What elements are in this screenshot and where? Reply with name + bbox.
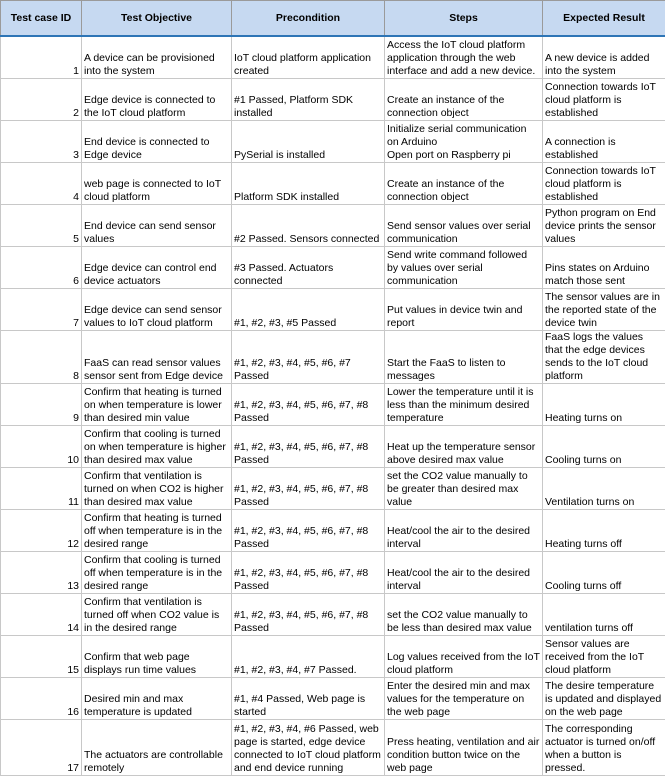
cell-test-objective[interactable]: Confirm that cooling is turned off when temperature is in the desired range (82, 552, 232, 594)
cell-expected-result[interactable]: The desire temperature is updated and displayed on the web page (543, 678, 665, 720)
cell-test-case-id[interactable]: 11 (1, 468, 82, 510)
cell-test-case-id[interactable]: 8 (1, 331, 82, 384)
cell-steps[interactable]: Heat up the temperature sensor above desired max value (385, 426, 543, 468)
table-row (1, 384, 665, 426)
cell-test-objective[interactable]: Confirm that web page displays run time values (82, 636, 232, 678)
cell-steps[interactable]: Heat/cool the air to the desired interval (385, 510, 543, 552)
cell-test-objective[interactable]: Edge device can control end device actuators (82, 247, 232, 289)
cell-test-case-id[interactable]: 1 (1, 36, 82, 79)
cell-expected-result[interactable]: Pins states on Arduino match those sent (543, 247, 665, 289)
cell-expected-result[interactable]: Heating turns on (543, 384, 665, 426)
cell-expected-result[interactable]: Connection towards IoT cloud platform is established (543, 163, 665, 205)
cell-precondition[interactable]: #1, #2, #3, #4, #5, #6, #7, #8 Passed (232, 468, 385, 510)
table-row (1, 247, 665, 289)
cell-test-case-id[interactable]: 15 (1, 636, 82, 678)
cell-steps[interactable]: Create an instance of the connection object (385, 79, 543, 121)
cell-test-objective[interactable]: Confirm that heating is turned off when temperature is in the desired range (82, 510, 232, 552)
cell-expected-result[interactable]: Cooling turns on (543, 426, 665, 468)
cell-test-objective[interactable]: Edge device can send sensor values to IoT cloud platform (82, 289, 232, 331)
cell-precondition[interactable]: #2 Passed. Sensors connected (232, 205, 385, 247)
cell-precondition[interactable]: #1 Passed, Platform SDK installed (232, 79, 385, 121)
table-row (1, 331, 665, 384)
cell-test-objective[interactable]: Desired min and max temperature is updated (82, 678, 232, 720)
table-row (1, 552, 665, 594)
cell-steps[interactable]: Lower the temperature until it is less than the minimum desired temperature (385, 384, 543, 426)
cell-test-case-id[interactable]: 14 (1, 594, 82, 636)
cell-test-objective[interactable]: The actuators are controllable remotely (82, 720, 232, 776)
cell-precondition[interactable]: #1, #2, #3, #4, #7 Passed. (232, 636, 385, 678)
header-row (1, 1, 665, 37)
table-body (1, 36, 665, 776)
cell-expected-result[interactable]: Cooling turns off (543, 552, 665, 594)
cell-steps[interactable]: Create an instance of the connection object (385, 163, 543, 205)
cell-expected-result[interactable]: FaaS logs the values that the edge devices sends to the IoT cloud platform (543, 331, 665, 384)
cell-test-objective[interactable]: End device can send sensor values (82, 205, 232, 247)
cell-test-objective[interactable]: FaaS can read sensor values sensor sent from Edge device (82, 331, 232, 384)
cell-test-case-id[interactable]: 5 (1, 205, 82, 247)
cell-test-case-id[interactable]: 4 (1, 163, 82, 205)
table-row (1, 36, 665, 79)
cell-expected-result[interactable]: ventilation turns off (543, 594, 665, 636)
header-precondition[interactable]: Precondition (232, 1, 385, 37)
cell-precondition[interactable]: IoT cloud platform application created (232, 36, 385, 79)
table-row (1, 121, 665, 163)
cell-precondition[interactable]: #1, #2, #3, #4, #6 Passed, web page is started, edge device connected to IoT cloud platform and end device running (232, 720, 385, 776)
cell-test-objective[interactable]: A device can be provisioned into the system (82, 36, 232, 79)
cell-test-objective[interactable]: Confirm that heating is turned on when temperature is lower than desired min value (82, 384, 232, 426)
cell-steps[interactable]: set the CO2 value manually to be greater than desired max value (385, 468, 543, 510)
cell-test-case-id[interactable]: 16 (1, 678, 82, 720)
cell-expected-result[interactable]: Heating turns off (543, 510, 665, 552)
cell-expected-result[interactable]: Ventilation turns on (543, 468, 665, 510)
cell-steps[interactable]: Heat/cool the air to the desired interval (385, 552, 543, 594)
cell-expected-result[interactable]: Sensor values are received from the IoT cloud platform (543, 636, 665, 678)
cell-precondition[interactable]: #1, #2, #3, #4, #5, #6, #7 Passed (232, 331, 385, 384)
cell-precondition[interactable]: #1, #2, #3, #4, #5, #6, #7, #8 Passed (232, 384, 385, 426)
table-row (1, 289, 665, 331)
cell-steps[interactable]: Access the IoT cloud platform application through the web interface and add a new device. (385, 36, 543, 79)
cell-precondition[interactable]: #1, #4 Passed, Web page is started (232, 678, 385, 720)
cell-steps[interactable]: Press heating, ventilation and air condition button twice on the web page (385, 720, 543, 776)
cell-test-case-id[interactable]: 13 (1, 552, 82, 594)
cell-expected-result[interactable]: The corresponding actuator is turned on/off when a button is pressed. (543, 720, 665, 776)
table-row (1, 510, 665, 552)
cell-test-objective[interactable]: Confirm that cooling is turned on when temperature is higher than desired max value (82, 426, 232, 468)
cell-expected-result[interactable]: Connection towards IoT cloud platform is established (543, 79, 665, 121)
cell-expected-result[interactable]: A new device is added into the system (543, 36, 665, 79)
cell-test-objective[interactable]: Edge device is connected to the IoT cloud platform (82, 79, 232, 121)
cell-precondition[interactable]: #1, #2, #3, #4, #5, #6, #7, #8 Passed (232, 594, 385, 636)
cell-test-case-id[interactable]: 2 (1, 79, 82, 121)
cell-test-case-id[interactable]: 7 (1, 289, 82, 331)
header-test-case-id[interactable]: Test case ID (1, 1, 82, 37)
cell-precondition[interactable]: #1, #2, #3, #4, #5, #6, #7, #8 Passed (232, 552, 385, 594)
cell-steps[interactable]: Enter the desired min and max values for the temperature on the web page (385, 678, 543, 720)
header-test-objective[interactable]: Test Objective (82, 1, 232, 37)
table-row (1, 636, 665, 678)
cell-test-objective[interactable]: End device is connected to Edge device (82, 121, 232, 163)
cell-steps[interactable]: Initialize serial communication on Arduino Open port on Raspberry pi (385, 121, 543, 163)
cell-precondition[interactable]: #1, #2, #3, #4, #5, #6, #7, #8 Passed (232, 510, 385, 552)
cell-expected-result[interactable]: Python program on End device prints the sensor values (543, 205, 665, 247)
cell-steps[interactable]: Start the FaaS to listen to messages (385, 331, 543, 384)
cell-steps[interactable]: Log values received from the IoT cloud platform (385, 636, 543, 678)
cell-test-case-id[interactable]: 9 (1, 384, 82, 426)
cell-steps[interactable]: set the CO2 value manually to be less than desired max value (385, 594, 543, 636)
cell-steps[interactable]: Send write command followed by values over serial communication (385, 247, 543, 289)
table-row (1, 678, 665, 720)
cell-precondition[interactable]: #3 Passed. Actuators connected (232, 247, 385, 289)
cell-test-objective[interactable]: Confirm that ventilation is turned off when CO2 value is in the desired range (82, 594, 232, 636)
cell-test-objective[interactable]: Confirm that ventilation is turned on when CO2 is higher than desired max value (82, 468, 232, 510)
header-steps[interactable]: Steps (385, 1, 543, 37)
cell-expected-result[interactable]: A connection is established (543, 121, 665, 163)
cell-precondition[interactable]: Platform SDK installed (232, 163, 385, 205)
table-row (1, 594, 665, 636)
cell-precondition[interactable]: #1, #2, #3, #5 Passed (232, 289, 385, 331)
table-row (1, 468, 665, 510)
cell-test-objective[interactable]: web page is connected to IoT cloud platform (82, 163, 232, 205)
cell-precondition[interactable]: PySerial is installed (232, 121, 385, 163)
table-row (1, 205, 665, 247)
cell-test-case-id[interactable]: 6 (1, 247, 82, 289)
header-expected-result[interactable]: Expected Result (543, 1, 665, 37)
cell-steps[interactable]: Send sensor values over serial communication (385, 205, 543, 247)
table-row (1, 79, 665, 121)
cell-test-case-id[interactable]: 17 (1, 720, 82, 776)
table-row (1, 426, 665, 468)
cell-test-case-id[interactable]: 10 (1, 426, 82, 468)
cell-expected-result[interactable]: The sensor values are in the reported state of the device twin (543, 289, 665, 331)
table-row (1, 163, 665, 205)
cell-test-case-id[interactable]: 12 (1, 510, 82, 552)
cell-precondition[interactable]: #1, #2, #3, #4, #5, #6, #7, #8 Passed (232, 426, 385, 468)
table-row (1, 720, 665, 776)
cell-steps[interactable]: Put values in device twin and report (385, 289, 543, 331)
cell-test-case-id[interactable]: 3 (1, 121, 82, 163)
